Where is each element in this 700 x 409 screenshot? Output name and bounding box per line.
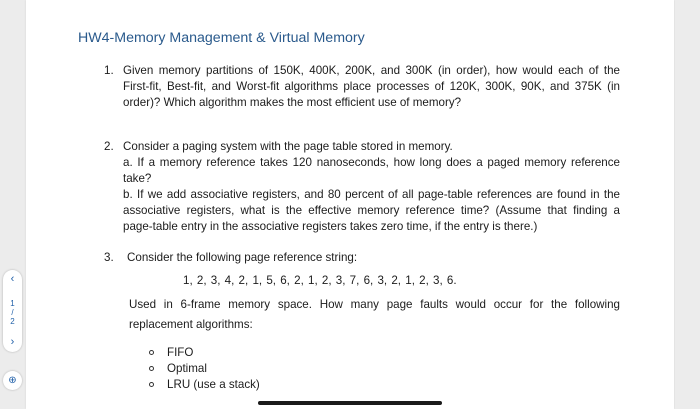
bullet-icon (149, 382, 154, 387)
question-1-line-3: order)? Which algorithm makes the most efficient use of memory? (123, 96, 462, 109)
current-page: 1 (10, 299, 15, 308)
question-2-line-4: b. If we add associative registers, and 80 percent of all page-table references are found in the (123, 188, 620, 201)
bullet-icon (149, 350, 154, 355)
document-title: HW4-Memory Management & Virtual Memory (78, 30, 365, 46)
question-1-line-1: Given memory partitions of 150K, 400K, 200K, and 300K (in order), how would each of the (123, 64, 620, 77)
total-pages: 2 (10, 317, 15, 326)
home-indicator (258, 401, 442, 405)
question-3-intro: Consider the following page reference string: (127, 251, 358, 264)
zoom-icon[interactable]: ⊕ (3, 371, 22, 390)
question-1-number: 1. (104, 64, 114, 77)
question-2-line-3: take? (123, 172, 152, 185)
algorithm-optimal: Optimal (167, 362, 207, 375)
question-2-line-5: associative registers, what is the effective memory reference time? (Assume that finding a (123, 204, 620, 217)
page-up-icon[interactable]: ‹ (10, 273, 15, 285)
question-2-number: 2. (104, 140, 114, 153)
algorithm-lru: LRU (use a stack) (167, 378, 260, 391)
page-separator: / (11, 308, 14, 317)
page-down-icon[interactable]: › (10, 336, 15, 348)
bullet-icon (149, 366, 154, 371)
page-reference-string: 1, 2, 3, 4, 2, 1, 5, 6, 2, 1, 2, 3, 7, 6, 3, 2, 1, 2, 3, 6. (183, 274, 457, 287)
question-2-line-1: Consider a paging system with the page table stored in memory. (123, 140, 453, 153)
question-1-line-2: First-fit, Best-fit, and Worst-fit algorithms place processes of 120K, 300K, 90K, and 375K (in (123, 80, 620, 93)
page-navigator[interactable] (3, 270, 22, 352)
question-3-body-line-2: replacement algorithms: (129, 318, 253, 331)
question-3-number: 3. (104, 251, 114, 264)
algorithm-fifo: FIFO (167, 346, 194, 359)
question-3-body-line-1: Used in 6-frame memory space. How many page faults would occur for the following (129, 298, 620, 311)
viewer-sidebar (675, 0, 700, 409)
question-2-line-6: page-table entry in the associative registers takes zero time, if the entry is there.) (123, 220, 538, 233)
question-2-line-2: a. If a memory reference takes 120 nanoseconds, how long does a paged memory reference (123, 156, 620, 169)
